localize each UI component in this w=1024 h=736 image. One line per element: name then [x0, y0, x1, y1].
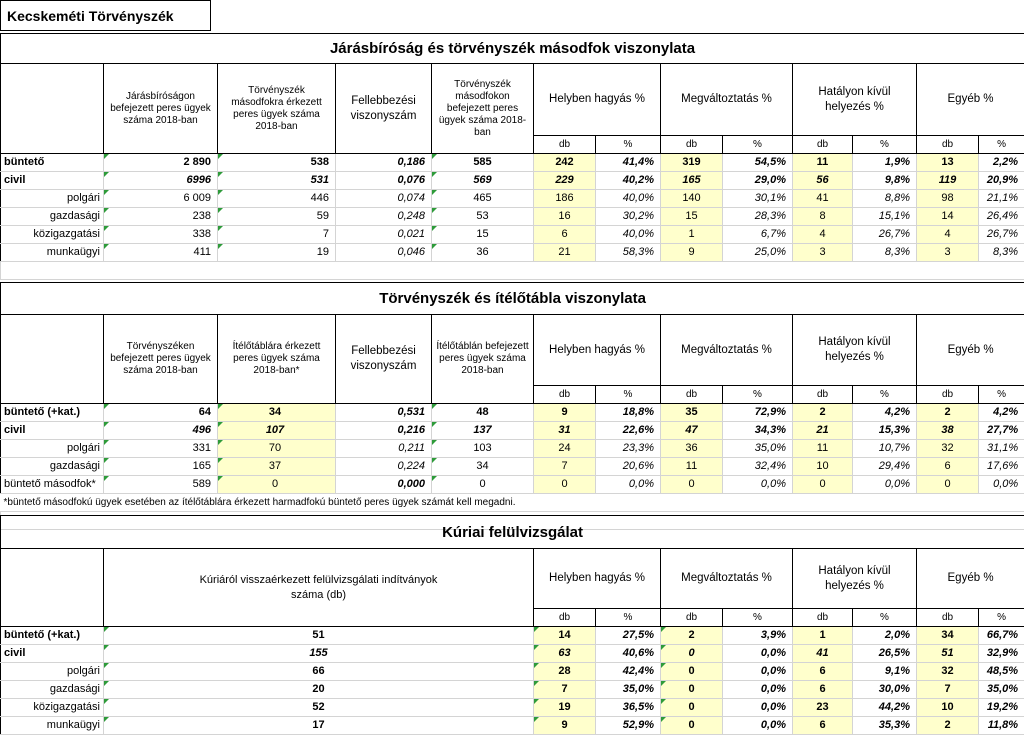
- percent-cell[interactable]: 11,8%: [979, 717, 1024, 735]
- percent-cell[interactable]: 27,7%: [979, 422, 1024, 440]
- percent-cell[interactable]: 19,2%: [979, 699, 1024, 717]
- percent-cell[interactable]: 2,0%: [853, 627, 917, 645]
- table-row: [1, 172, 1024, 190]
- table-row: [1, 404, 1024, 422]
- percent-cell[interactable]: 0,0%: [723, 663, 793, 681]
- percent-cell[interactable]: 48,5%: [979, 663, 1024, 681]
- db-cell[interactable]: 11: [793, 154, 853, 172]
- s2-subheader-db[interactable]: db: [534, 386, 596, 404]
- s3-header-other[interactable]: Egyéb %: [917, 549, 1024, 609]
- db-cell[interactable]: 1: [793, 627, 853, 645]
- percent-cell[interactable]: 30,2%: [596, 208, 661, 226]
- count-cell[interactable]: 66: [104, 663, 534, 681]
- db-cell[interactable]: 0: [534, 476, 596, 494]
- db-cell[interactable]: 1: [661, 226, 723, 244]
- ratio-cell[interactable]: 0,531: [336, 404, 432, 422]
- percent-cell[interactable]: 0,0%: [979, 476, 1024, 494]
- db-cell[interactable]: 9: [661, 244, 723, 262]
- percent-cell[interactable]: 40,0%: [596, 226, 661, 244]
- percent-cell[interactable]: 32,4%: [723, 458, 793, 476]
- db-cell[interactable]: 6: [534, 226, 596, 244]
- percent-cell[interactable]: 58,3%: [596, 244, 661, 262]
- s2-header-upheld[interactable]: Helyben hagyás %: [534, 315, 661, 386]
- table-row: [1, 226, 1024, 244]
- db-cell[interactable]: 9: [534, 404, 596, 422]
- s2-subheader-pct[interactable]: %: [853, 386, 917, 404]
- db-cell[interactable]: 7: [534, 458, 596, 476]
- row-label[interactable]: gazdasági: [1, 681, 104, 699]
- s2-header-annulled[interactable]: Hatályon kívül helyezés %: [793, 315, 917, 386]
- value-cell[interactable]: 538: [218, 154, 336, 172]
- ratio-cell[interactable]: 0,046: [336, 244, 432, 262]
- value-cell[interactable]: 59: [218, 208, 336, 226]
- finished-cell[interactable]: 15: [432, 226, 534, 244]
- value-cell[interactable]: 64: [104, 404, 218, 422]
- s3-header-changed[interactable]: Megváltoztatás %: [661, 549, 793, 609]
- db-cell[interactable]: 2: [793, 404, 853, 422]
- row-label[interactable]: polgári: [1, 190, 104, 208]
- db-cell[interactable]: 0: [661, 663, 723, 681]
- finished-cell[interactable]: 0: [432, 476, 534, 494]
- s2-header-finished[interactable]: Törvényszéken befejezett peres ügyek száma 2018-ban: [104, 315, 218, 404]
- section2-footnote[interactable]: *büntető másodfokú ügyek esetében az ítélőtáblára érkezett harmadfokú büntető peres ügyek számát kell megadni.: [3, 497, 516, 508]
- db-cell[interactable]: 16: [534, 208, 596, 226]
- percent-cell[interactable]: 41,4%: [596, 154, 661, 172]
- s3-header-annulled[interactable]: Hatályon kívül helyezés %: [793, 549, 917, 609]
- percent-cell[interactable]: 26,7%: [979, 226, 1024, 244]
- percent-cell[interactable]: 29,4%: [853, 458, 917, 476]
- db-cell[interactable]: 14: [534, 627, 596, 645]
- percent-cell[interactable]: 18,8%: [596, 404, 661, 422]
- s2-subheader-db[interactable]: db: [917, 386, 979, 404]
- db-cell[interactable]: 119: [917, 172, 979, 190]
- db-cell[interactable]: 63: [534, 645, 596, 663]
- ratio-cell[interactable]: 0,224: [336, 458, 432, 476]
- value-cell[interactable]: 338: [104, 226, 218, 244]
- db-cell[interactable]: 0: [661, 645, 723, 663]
- db-cell[interactable]: 319: [661, 154, 723, 172]
- s3-subheader-db[interactable]: db: [534, 609, 596, 627]
- value-cell[interactable]: 107: [218, 422, 336, 440]
- percent-cell[interactable]: 20,6%: [596, 458, 661, 476]
- value-cell[interactable]: 0: [218, 476, 336, 494]
- value-cell[interactable]: 37: [218, 458, 336, 476]
- section1-corner: [1, 64, 104, 154]
- row-label[interactable]: közigazgatási: [1, 226, 104, 244]
- db-cell[interactable]: 4: [793, 226, 853, 244]
- percent-cell[interactable]: 35,0%: [979, 681, 1024, 699]
- db-cell[interactable]: 13: [917, 154, 979, 172]
- db-cell[interactable]: 24: [534, 440, 596, 458]
- table-row: [1, 154, 1024, 172]
- s3-subheader-db[interactable]: db: [793, 609, 853, 627]
- percent-cell[interactable]: 0,0%: [723, 645, 793, 663]
- s1-subheader-pct[interactable]: %: [979, 136, 1024, 154]
- percent-cell[interactable]: 9,1%: [853, 663, 917, 681]
- s3-subheader-pct[interactable]: %: [723, 609, 793, 627]
- s1-subheader-db[interactable]: db: [917, 136, 979, 154]
- value-cell[interactable]: 238: [104, 208, 218, 226]
- percent-cell[interactable]: 31,1%: [979, 440, 1024, 458]
- percent-cell[interactable]: 54,5%: [723, 154, 793, 172]
- db-cell[interactable]: 14: [917, 208, 979, 226]
- percent-cell[interactable]: 8,3%: [853, 244, 917, 262]
- s2-subheader-db[interactable]: db: [661, 386, 723, 404]
- s2-header-received[interactable]: Ítélőtáblára érkezett peres ügyek száma 2018-ban*: [218, 315, 336, 404]
- percent-cell[interactable]: 22,6%: [596, 422, 661, 440]
- percent-cell[interactable]: 4,2%: [853, 404, 917, 422]
- db-cell[interactable]: 0: [661, 717, 723, 735]
- s2-header-ratio[interactable]: Fellebbezési viszonyszám: [336, 315, 432, 404]
- s2-subheader-pct[interactable]: %: [979, 386, 1024, 404]
- ratio-cell[interactable]: 0,021: [336, 226, 432, 244]
- value-cell[interactable]: 7: [218, 226, 336, 244]
- s1-header-other[interactable]: Egyéb %: [917, 64, 1024, 136]
- table-row: [1, 681, 1024, 699]
- s3-header-main[interactable]: Kúriáról visszaérkezett felülvizsgálati indítványok száma (db): [104, 549, 534, 627]
- percent-cell[interactable]: 0,0%: [853, 476, 917, 494]
- db-cell[interactable]: 0: [917, 476, 979, 494]
- db-cell[interactable]: 56: [793, 172, 853, 190]
- count-cell[interactable]: 52: [104, 699, 534, 717]
- percent-cell[interactable]: 4,2%: [979, 404, 1024, 422]
- section2-table: [0, 282, 1024, 530]
- percent-cell[interactable]: 3,9%: [723, 627, 793, 645]
- finished-cell[interactable]: 465: [432, 190, 534, 208]
- s3-subheader-pct[interactable]: %: [979, 609, 1024, 627]
- percent-cell[interactable]: 35,0%: [596, 681, 661, 699]
- value-cell[interactable]: 165: [104, 458, 218, 476]
- percent-cell[interactable]: 1,9%: [853, 154, 917, 172]
- db-cell[interactable]: 35: [661, 404, 723, 422]
- value-cell[interactable]: 589: [104, 476, 218, 494]
- percent-cell[interactable]: 28,3%: [723, 208, 793, 226]
- percent-cell[interactable]: 15,1%: [853, 208, 917, 226]
- db-cell[interactable]: 6: [793, 717, 853, 735]
- section3-title: Kúriai felülvizsgálat: [1, 516, 1024, 549]
- s1-subheader-db[interactable]: db: [793, 136, 853, 154]
- s2-subheader-pct[interactable]: %: [596, 386, 661, 404]
- db-cell[interactable]: 242: [534, 154, 596, 172]
- s3-subheader-pct[interactable]: %: [853, 609, 917, 627]
- value-cell[interactable]: 446: [218, 190, 336, 208]
- percent-cell[interactable]: 27,5%: [596, 627, 661, 645]
- section3-corner: [1, 549, 104, 627]
- value-cell[interactable]: 331: [104, 440, 218, 458]
- percent-cell[interactable]: 72,9%: [723, 404, 793, 422]
- db-cell[interactable]: 6: [793, 663, 853, 681]
- percent-cell[interactable]: 0,0%: [723, 681, 793, 699]
- db-cell[interactable]: 32: [917, 663, 979, 681]
- value-cell[interactable]: 6 009: [104, 190, 218, 208]
- ratio-cell[interactable]: 0,000: [336, 476, 432, 494]
- db-cell[interactable]: 0: [793, 476, 853, 494]
- percent-cell[interactable]: 10,7%: [853, 440, 917, 458]
- db-cell[interactable]: 2: [917, 717, 979, 735]
- ratio-cell[interactable]: 0,074: [336, 190, 432, 208]
- percent-cell[interactable]: 30,1%: [723, 190, 793, 208]
- db-cell[interactable]: 51: [917, 645, 979, 663]
- percent-cell[interactable]: 26,4%: [979, 208, 1024, 226]
- table-row: [1, 627, 1024, 645]
- db-cell[interactable]: 0: [661, 699, 723, 717]
- percent-cell[interactable]: 36,5%: [596, 699, 661, 717]
- db-cell[interactable]: 186: [534, 190, 596, 208]
- db-cell[interactable]: 7: [917, 681, 979, 699]
- row-label[interactable]: büntető: [1, 154, 104, 172]
- table-row: [1, 208, 1024, 226]
- s3-header-upheld[interactable]: Helyben hagyás %: [534, 549, 661, 609]
- ratio-cell[interactable]: 0,248: [336, 208, 432, 226]
- court-name-cell[interactable]: Kecskeméti Törvényszék: [0, 0, 211, 31]
- db-cell[interactable]: 10: [917, 699, 979, 717]
- row-label[interactable]: közigazgatási: [1, 699, 104, 717]
- value-cell[interactable]: 6996: [104, 172, 218, 190]
- table-row: [1, 645, 1024, 663]
- s2-header-other[interactable]: Egyéb %: [917, 315, 1024, 386]
- db-cell[interactable]: 165: [661, 172, 723, 190]
- percent-cell[interactable]: 8,3%: [979, 244, 1024, 262]
- db-cell[interactable]: 47: [661, 422, 723, 440]
- db-cell[interactable]: 15: [661, 208, 723, 226]
- db-cell[interactable]: 6: [793, 681, 853, 699]
- percent-cell[interactable]: 9,8%: [853, 172, 917, 190]
- value-cell[interactable]: 34: [218, 404, 336, 422]
- s1-subheader-pct[interactable]: %: [723, 136, 793, 154]
- table-row: [1, 190, 1024, 208]
- s1-subheader-db[interactable]: db: [534, 136, 596, 154]
- db-cell[interactable]: 9: [534, 717, 596, 735]
- count-cell[interactable]: 51: [104, 627, 534, 645]
- percent-cell[interactable]: 29,0%: [723, 172, 793, 190]
- percent-cell[interactable]: 35,0%: [723, 440, 793, 458]
- percent-cell[interactable]: 2,2%: [979, 154, 1024, 172]
- percent-cell[interactable]: 25,0%: [723, 244, 793, 262]
- db-cell[interactable]: 2: [661, 627, 723, 645]
- percent-cell[interactable]: 0,0%: [723, 476, 793, 494]
- finished-cell[interactable]: 585: [432, 154, 534, 172]
- row-label[interactable]: civil: [1, 422, 104, 440]
- percent-cell[interactable]: 15,3%: [853, 422, 917, 440]
- ratio-cell[interactable]: 0,076: [336, 172, 432, 190]
- s2-subheader-db[interactable]: db: [793, 386, 853, 404]
- db-cell[interactable]: 34: [917, 627, 979, 645]
- s1-subheader-pct[interactable]: %: [596, 136, 661, 154]
- db-cell[interactable]: 10: [793, 458, 853, 476]
- ratio-cell[interactable]: 0,211: [336, 440, 432, 458]
- section1-table: [0, 33, 1024, 280]
- percent-cell[interactable]: 26,7%: [853, 226, 917, 244]
- finished-cell[interactable]: 34: [432, 458, 534, 476]
- value-cell[interactable]: 531: [218, 172, 336, 190]
- table-row: [1, 458, 1024, 476]
- row-label[interactable]: gazdasági: [1, 208, 104, 226]
- value-cell[interactable]: 411: [104, 244, 218, 262]
- db-cell[interactable]: 6: [917, 458, 979, 476]
- s1-header-changed[interactable]: Megváltoztatás %: [661, 64, 793, 136]
- db-cell[interactable]: 31: [534, 422, 596, 440]
- percent-cell[interactable]: 44,2%: [853, 699, 917, 717]
- db-cell[interactable]: 41: [793, 645, 853, 663]
- s1-header-finished[interactable]: Járásbíróságon befejezett peres ügyek száma 2018-ban: [104, 64, 218, 154]
- db-cell[interactable]: 3: [793, 244, 853, 262]
- percent-cell[interactable]: 34,3%: [723, 422, 793, 440]
- value-cell[interactable]: 496: [104, 422, 218, 440]
- db-cell[interactable]: 3: [917, 244, 979, 262]
- percent-cell[interactable]: 52,9%: [596, 717, 661, 735]
- db-cell[interactable]: 19: [534, 699, 596, 717]
- section2-title: Törvényszék és ítélőtábla viszonylata: [1, 283, 1024, 315]
- percent-cell[interactable]: 6,7%: [723, 226, 793, 244]
- s1-subheader-db[interactable]: db: [661, 136, 723, 154]
- value-cell[interactable]: 70: [218, 440, 336, 458]
- percent-cell[interactable]: 0,0%: [723, 717, 793, 735]
- db-cell[interactable]: 140: [661, 190, 723, 208]
- percent-cell[interactable]: 26,5%: [853, 645, 917, 663]
- s1-header-upheld[interactable]: Helyben hagyás %: [534, 64, 661, 136]
- s2-header-second-finished[interactable]: Ítélőtáblán befejezett peres ügyek száma 2018-ban: [432, 315, 534, 404]
- db-cell[interactable]: 11: [661, 458, 723, 476]
- section2-corner: [1, 315, 104, 404]
- row-label[interactable]: büntető (+kat.): [1, 627, 104, 645]
- percent-cell[interactable]: 0,0%: [596, 476, 661, 494]
- percent-cell[interactable]: 40,2%: [596, 172, 661, 190]
- percent-cell[interactable]: 17,6%: [979, 458, 1024, 476]
- db-cell[interactable]: 229: [534, 172, 596, 190]
- row-label[interactable]: munkaügyi: [1, 717, 104, 735]
- db-cell[interactable]: 8: [793, 208, 853, 226]
- s3-subheader-db[interactable]: db: [661, 609, 723, 627]
- row-label[interactable]: polgári: [1, 663, 104, 681]
- table-row: [1, 717, 1024, 735]
- percent-cell[interactable]: 8,8%: [853, 190, 917, 208]
- finished-cell[interactable]: 53: [432, 208, 534, 226]
- percent-cell[interactable]: 42,4%: [596, 663, 661, 681]
- table-row: [1, 476, 1024, 494]
- db-cell[interactable]: 0: [661, 681, 723, 699]
- db-cell[interactable]: 11: [793, 440, 853, 458]
- ratio-cell[interactable]: 0,186: [336, 154, 432, 172]
- finished-cell[interactable]: 103: [432, 440, 534, 458]
- s2-subheader-pct[interactable]: %: [723, 386, 793, 404]
- s3-subheader-db[interactable]: db: [917, 609, 979, 627]
- s1-subheader-pct[interactable]: %: [853, 136, 917, 154]
- finished-cell[interactable]: 48: [432, 404, 534, 422]
- table-row: [1, 699, 1024, 717]
- percent-cell[interactable]: 40,6%: [596, 645, 661, 663]
- table-row: [1, 440, 1024, 458]
- percent-cell[interactable]: 20,9%: [979, 172, 1024, 190]
- db-cell[interactable]: 32: [917, 440, 979, 458]
- percent-cell[interactable]: 35,3%: [853, 717, 917, 735]
- db-cell[interactable]: 21: [793, 422, 853, 440]
- s1-header-ratio[interactable]: Fellebbezési viszonyszám: [336, 64, 432, 154]
- percent-cell[interactable]: 30,0%: [853, 681, 917, 699]
- table-row: [1, 422, 1024, 440]
- db-cell[interactable]: 23: [793, 699, 853, 717]
- finished-cell[interactable]: 137: [432, 422, 534, 440]
- s2-header-changed[interactable]: Megváltoztatás %: [661, 315, 793, 386]
- db-cell[interactable]: 28: [534, 663, 596, 681]
- db-cell[interactable]: 36: [661, 440, 723, 458]
- empty-row[interactable]: [1, 262, 1024, 280]
- s3-subheader-pct[interactable]: %: [596, 609, 661, 627]
- db-cell[interactable]: 4: [917, 226, 979, 244]
- row-label[interactable]: civil: [1, 645, 104, 663]
- row-label[interactable]: büntető másodfok*: [1, 476, 104, 494]
- db-cell[interactable]: 2: [917, 404, 979, 422]
- db-cell[interactable]: 38: [917, 422, 979, 440]
- value-cell[interactable]: 2 890: [104, 154, 218, 172]
- row-label[interactable]: civil: [1, 172, 104, 190]
- s1-header-received[interactable]: Törvényszék másodfokra érkezett peres ügyek száma 2018-ban: [218, 64, 336, 154]
- row-label[interactable]: büntető (+kat.): [1, 404, 104, 422]
- percent-cell[interactable]: 0,0%: [723, 699, 793, 717]
- table-row: [1, 663, 1024, 681]
- db-cell[interactable]: 21: [534, 244, 596, 262]
- finished-cell[interactable]: 36: [432, 244, 534, 262]
- percent-cell[interactable]: 40,0%: [596, 190, 661, 208]
- s1-header-second-finished[interactable]: Törvényszék másodfokon befejezett peres ügyek száma 2018-ban: [432, 64, 534, 154]
- table-row: [1, 244, 1024, 262]
- section1-title: Járásbíróság és törvényszék másodfok viszonylata: [1, 34, 1024, 64]
- db-cell[interactable]: 98: [917, 190, 979, 208]
- count-cell[interactable]: 17: [104, 717, 534, 735]
- finished-cell[interactable]: 569: [432, 172, 534, 190]
- count-cell[interactable]: 155: [104, 645, 534, 663]
- ratio-cell[interactable]: 0,216: [336, 422, 432, 440]
- s1-header-annulled[interactable]: Hatályon kívül helyezés %: [793, 64, 917, 136]
- section3-table: [0, 515, 1024, 735]
- percent-cell[interactable]: 21,1%: [979, 190, 1024, 208]
- value-cell[interactable]: 19: [218, 244, 336, 262]
- row-label[interactable]: gazdasági: [1, 458, 104, 476]
- percent-cell[interactable]: 32,9%: [979, 645, 1024, 663]
- row-label[interactable]: polgári: [1, 440, 104, 458]
- percent-cell[interactable]: 66,7%: [979, 627, 1024, 645]
- db-cell[interactable]: 0: [661, 476, 723, 494]
- db-cell[interactable]: 7: [534, 681, 596, 699]
- percent-cell[interactable]: 23,3%: [596, 440, 661, 458]
- count-cell[interactable]: 20: [104, 681, 534, 699]
- row-label[interactable]: munkaügyi: [1, 244, 104, 262]
- db-cell[interactable]: 41: [793, 190, 853, 208]
